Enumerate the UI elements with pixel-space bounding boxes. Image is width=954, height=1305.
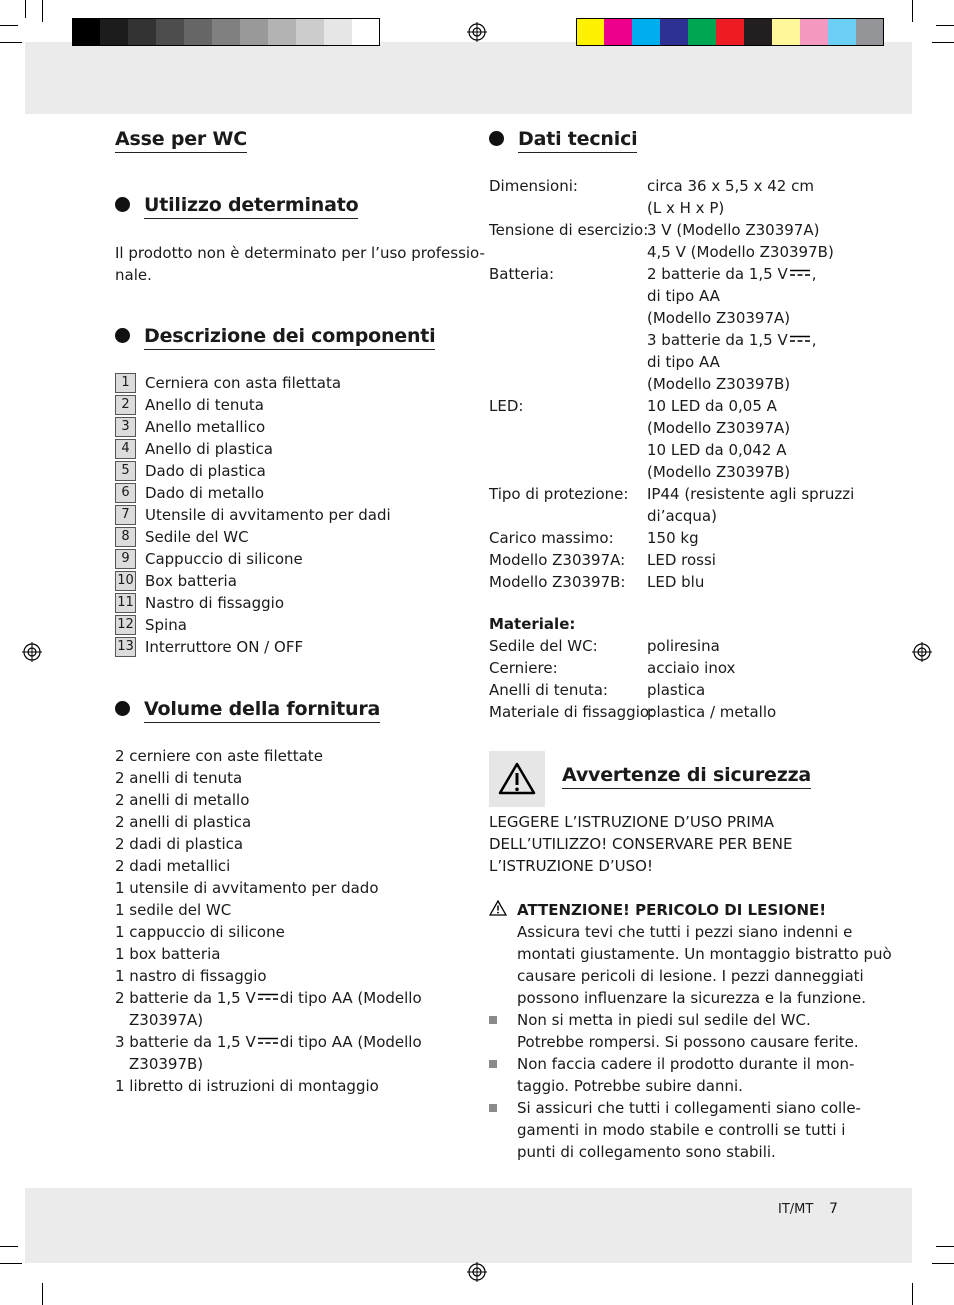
list-item: 1 utensile di avvitamento per dado bbox=[115, 879, 379, 897]
spec-value: LED blu bbox=[647, 573, 705, 591]
component-item bbox=[115, 570, 237, 592]
component-label: Utensile di avvitamento per dadi bbox=[145, 506, 391, 524]
registration-mark-icon bbox=[467, 1262, 487, 1282]
component-label: Dado di metallo bbox=[145, 484, 265, 502]
component-number: 3 bbox=[115, 417, 136, 437]
list-item: 2 anelli di metallo bbox=[115, 791, 250, 809]
swatch-border bbox=[576, 18, 884, 46]
spec-label: Modello Z30397B: bbox=[489, 573, 626, 591]
footer-lang: IT/MT bbox=[778, 1202, 814, 1217]
component-number: 1 bbox=[115, 373, 136, 393]
list-item: 1 nastro di fissaggio bbox=[115, 967, 267, 985]
warning-triangle-icon bbox=[489, 751, 545, 807]
list-item-cont: Z30397B) bbox=[129, 1055, 204, 1073]
heading-utilizzo: Utilizzo determinato bbox=[115, 194, 358, 219]
spec-value: 10 LED da 0,05 A bbox=[647, 397, 777, 415]
component-label: Anello di tenuta bbox=[145, 396, 264, 414]
spec-value: (L x H x P) bbox=[647, 199, 725, 217]
spec-label: LED: bbox=[489, 397, 524, 415]
component-number: 12 bbox=[115, 615, 136, 635]
component-label: Anello metallico bbox=[145, 418, 266, 436]
warning-small-icon bbox=[489, 900, 507, 916]
component-label: Spina bbox=[145, 616, 187, 634]
spec-value: 4,5 V (Modello Z30397B) bbox=[647, 243, 834, 261]
page-number: 7 bbox=[829, 1201, 838, 1217]
list-item-cont: Z30397A) bbox=[129, 1011, 204, 1029]
spec-label: Batteria: bbox=[489, 265, 555, 283]
paragraph-utilizzo: Il prodotto non è determinato per l’uso professio- nale. bbox=[115, 244, 485, 284]
warning-block: ATTENZIONE! PERICOLO DI LESIONE! Assicura tevi che tutti i pezzi siano indenni e montati giustamente. Un montaggio bistratto può causare pericoli di lesione. I pezzi danneggiati possono influenzare la sicurezza e la funzione. Non si metta in piedi sul sedile del WC. Potrebbe rompersi. Si possono causare ferite. Non faccia cadere il prodotto durante il mon- taggio. Potrebbe subire danni. Si assicuri che tutti i collegamenti siano colle- gamenti in modo stabile e controlli se tutti i punti di collegamento sono stabili. bbox=[517, 901, 892, 1161]
spec-label: Tipo di protezione: bbox=[489, 485, 629, 503]
square-bullet-icon bbox=[489, 1060, 497, 1068]
component-number: 6 bbox=[115, 483, 136, 503]
spec-label: Dimensioni: bbox=[489, 177, 578, 195]
dc-symbol-icon bbox=[258, 1037, 278, 1045]
spec-label: Carico massimo: bbox=[489, 529, 614, 547]
footer-band bbox=[25, 1188, 912, 1263]
spec-value: 2 batterie da 1,5 V , bbox=[647, 265, 817, 283]
crop-mark bbox=[42, 1283, 43, 1305]
component-number: 7 bbox=[115, 505, 136, 525]
spec-value: (Modello Z30397B) bbox=[647, 375, 791, 393]
spec-value: di’acqua) bbox=[647, 507, 717, 525]
crop-mark bbox=[25, 0, 26, 18]
spec-value: circa 36 x 5,5 x 42 cm bbox=[647, 177, 814, 195]
component-item bbox=[115, 592, 284, 614]
spec-label: Anelli di tenuta: bbox=[489, 681, 608, 699]
header-band bbox=[25, 42, 912, 114]
crop-mark bbox=[936, 1246, 954, 1247]
bullet-icon bbox=[115, 701, 130, 716]
spec-value: (Modello Z30397B) bbox=[647, 463, 791, 481]
list-item: 1 sedile del WC bbox=[115, 901, 232, 919]
component-number: 11 bbox=[115, 593, 136, 613]
crop-mark bbox=[0, 1263, 22, 1264]
component-label: Sedile del WC bbox=[145, 528, 249, 546]
list-item: 2 anelli di plastica bbox=[115, 813, 252, 831]
component-item bbox=[115, 526, 249, 548]
spec-value: poliresina bbox=[647, 637, 720, 655]
component-label: Cerniera con asta filettata bbox=[145, 374, 342, 392]
component-number: 13 bbox=[115, 637, 136, 657]
spec-value: plastica / metallo bbox=[647, 703, 777, 721]
spec-value: 150 kg bbox=[647, 529, 699, 547]
safety-caps-text: LEGGERE L’ISTRUZIONE D’USO PRIMA DELL’UTILIZZO! CONSERVARE PER BENE L’ISTRUZIONE D’USO! bbox=[489, 813, 793, 875]
dc-symbol-icon bbox=[790, 335, 810, 343]
crop-mark bbox=[0, 1246, 18, 1247]
square-bullet-icon bbox=[489, 1016, 497, 1024]
crop-mark bbox=[932, 1263, 954, 1264]
crop-mark bbox=[932, 42, 954, 43]
spec-value: IP44 (resistente agli spruzzi bbox=[647, 485, 855, 503]
crop-mark bbox=[936, 25, 954, 26]
list-item: 1 box batteria bbox=[115, 945, 221, 963]
component-number: 4 bbox=[115, 439, 136, 459]
list-item: 2 batterie da 1,5 V di tipo AA (Modello bbox=[115, 989, 422, 1007]
component-number: 2 bbox=[115, 395, 136, 415]
component-item bbox=[115, 416, 265, 438]
bullet-icon bbox=[115, 328, 130, 343]
component-number: 10 bbox=[115, 571, 136, 591]
component-item bbox=[115, 504, 391, 526]
crop-mark bbox=[0, 42, 22, 43]
spec-value: LED rossi bbox=[647, 551, 716, 569]
component-item bbox=[115, 614, 187, 636]
spec-value: 3 V (Modello Z30397A) bbox=[647, 221, 820, 239]
list-item: 2 anelli di tenuta bbox=[115, 769, 243, 787]
list-item: 3 batterie da 1,5 V di tipo AA (Modello bbox=[115, 1033, 422, 1051]
dc-symbol-icon bbox=[790, 269, 810, 277]
spec-label: Cerniere: bbox=[489, 659, 558, 677]
spec-label: Materiale di fissaggio: bbox=[489, 703, 655, 721]
heading-dati: Dati tecnici bbox=[489, 128, 637, 153]
component-item bbox=[115, 372, 341, 394]
component-item bbox=[115, 394, 264, 416]
component-label: Box batteria bbox=[145, 572, 237, 590]
list-item: 2 dadi metallici bbox=[115, 857, 231, 875]
component-label: Dado di plastica bbox=[145, 462, 266, 480]
component-label: Nastro di fissaggio bbox=[145, 594, 285, 612]
bullet-icon bbox=[489, 131, 504, 146]
crop-mark bbox=[42, 0, 43, 22]
spec-label: Tensione di esercizio: bbox=[489, 221, 649, 239]
spec-value: 3 batterie da 1,5 V , bbox=[647, 331, 817, 349]
component-number: 8 bbox=[115, 527, 136, 547]
heading-sicurezza: Avvertenze di sicurezza bbox=[562, 764, 811, 789]
component-number: 9 bbox=[115, 549, 136, 569]
spec-value: plastica bbox=[647, 681, 706, 699]
heading-componenti: Descrizione dei componenti bbox=[115, 325, 435, 350]
warning-box bbox=[489, 751, 545, 807]
dc-symbol-icon bbox=[258, 993, 278, 1001]
list-item: 1 cappuccio di silicone bbox=[115, 923, 285, 941]
spec-value: acciaio inox bbox=[647, 659, 736, 677]
component-label: Interruttore ON / OFF bbox=[145, 638, 304, 656]
spec-value: 10 LED da 0,042 A bbox=[647, 441, 787, 459]
swatch-border bbox=[72, 18, 380, 46]
crop-mark bbox=[0, 25, 18, 26]
spec-value: (Modello Z30397A) bbox=[647, 419, 791, 437]
spec-value: di tipo AA bbox=[647, 287, 720, 305]
component-item bbox=[115, 636, 303, 658]
list-item: 1 libretto di istruzioni di montaggio bbox=[115, 1077, 379, 1095]
registration-mark-icon bbox=[467, 22, 487, 42]
registration-mark-icon bbox=[912, 642, 932, 662]
component-label: Cappuccio di silicone bbox=[145, 550, 303, 568]
heading-fornitura: Volume della fornitura bbox=[115, 698, 380, 723]
component-number: 5 bbox=[115, 461, 136, 481]
spec-label: Modello Z30397A: bbox=[489, 551, 626, 569]
component-label: Anello di plastica bbox=[145, 440, 273, 458]
spec-label: Sedile del WC: bbox=[489, 637, 598, 655]
spec-value: (Modello Z30397A) bbox=[647, 309, 791, 327]
square-bullet-icon bbox=[489, 1104, 497, 1112]
crop-mark bbox=[912, 0, 913, 18]
component-item bbox=[115, 438, 273, 460]
list-item: 2 cerniere con aste filettate bbox=[115, 747, 323, 765]
bullet-icon bbox=[115, 197, 130, 212]
component-item bbox=[115, 548, 303, 570]
page-title: Asse per WC bbox=[115, 128, 247, 153]
registration-mark-icon bbox=[22, 642, 42, 662]
crop-mark bbox=[912, 1283, 913, 1305]
spec-value: di tipo AA bbox=[647, 353, 720, 371]
list-item: 2 dadi di plastica bbox=[115, 835, 244, 853]
component-item bbox=[115, 460, 266, 482]
component-item bbox=[115, 482, 264, 504]
material-heading: Materiale: bbox=[489, 615, 576, 633]
supply-list bbox=[115, 745, 455, 1097]
